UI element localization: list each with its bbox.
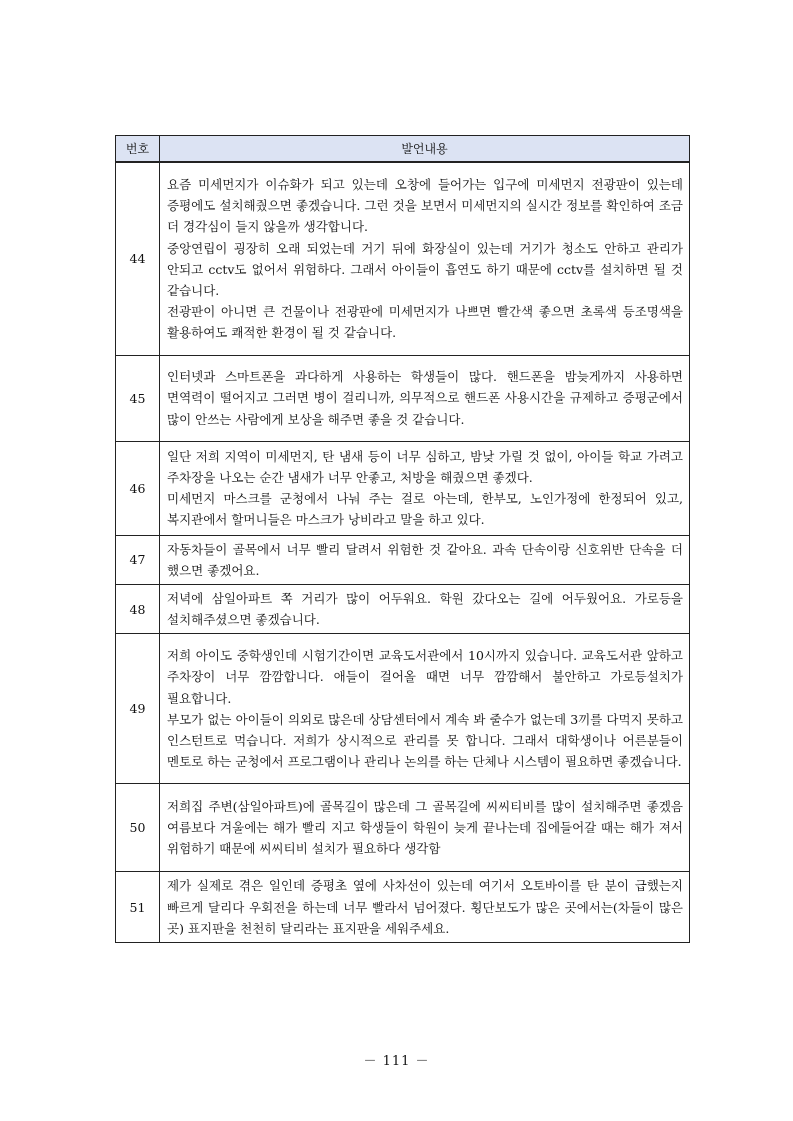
row-paragraph: 저희집 주변(삼일아파트)에 골목길이 많은데 그 골목길에 씨씨티비를 많이 설치해주면 좋겠음 여름보다 겨울에는 해가 빨리 지고 학생들이 학원이 늦게 끝나는데 집에들어갈 때는 해가 져서 위험하기 때문에 씨씨티비 설치가 필요하다 생각함 <box>167 799 683 857</box>
row-content <box>160 162 690 355</box>
table-row <box>116 584 690 633</box>
row-number: 48 <box>116 584 160 633</box>
row-number: 51 <box>116 872 160 943</box>
header-number: 번호 <box>116 136 160 163</box>
row-number: 49 <box>116 634 160 784</box>
row-paragraph: 제가 실제로 겪은 일인데 증평초 옆에 사차선이 있는데 여기서 오토바이를 탄 분이 급했는지 빠르게 달리다 우회전을 하는데 너무 빨라서 넘어졌다. 횡단보도가 많은 곳에서는(차들이 많은 곳) 표지판을 천천히 달리라는 표지판을 세워주세요. <box>167 878 683 936</box>
row-number: 50 <box>116 784 160 872</box>
row-content <box>160 784 690 872</box>
table-row <box>116 162 690 355</box>
row-paragraph: 저희 아이도 중학생인데 시험기간이면 교육도서관에서 10시까지 있습니다. 교육도서관 앞하고 주차장이 너무 깜깜합니다. 애들이 걸어올 때면 너무 깜깜해서 불안하고 가로등설치가 필요합니다. <box>167 648 683 706</box>
row-number: 45 <box>116 355 160 441</box>
row-paragraph: 부모가 없는 아이들이 의외로 많은데 상담센터에서 계속 봐 줄수가 없는데 3끼를 다먹지 못하고 인스턴트로 먹습니다. 저희가 상시적으로 관리를 못 합니다. 그래서 대학생이나 어른분들이 멘토로 하는 군청에서 프로그램이나 관리나 논의를 하는 단체나 시스템이 필요하면 좋겠습니다. <box>167 711 683 770</box>
row-paragraph: 미세먼지 마스크를 군청에서 나눠 주는 걸로 아는데, 한부모, 노인가정에 한정되어 있고, 복지관에서 할머니들은 마스크가 낭비라고 말을 하고 있다. <box>167 491 683 528</box>
statement-table <box>115 135 690 943</box>
row-paragraph: 중앙연립이 굉장히 오래 되었는데 거기 뒤에 화장실이 있는데 거기가 청소도 안하고 관리가 안되고 cctv도 없어서 위험하다. 그래서 아이들이 흡연도 하기 때문에 cctv를 설치하면 될 것 같습니다. <box>167 240 683 298</box>
row-content <box>160 355 690 441</box>
table-row <box>116 634 690 784</box>
row-content <box>160 584 690 633</box>
row-content <box>160 441 690 535</box>
header-content: 발언내용 <box>160 136 690 163</box>
row-content <box>160 634 690 784</box>
row-paragraph: 일단 저희 지역이 미세먼지, 탄 냄새 등이 너무 심하고, 밤낮 가릴 것 없이, 아이들 학교 가려고 주차장을 나오는 순간 냄새가 너무 안좋고, 처방을 해줬으면 좋겠다. <box>167 448 683 485</box>
table-row <box>116 872 690 943</box>
row-number: 44 <box>116 162 160 355</box>
row-paragraph: 자동차들이 골목에서 너무 빨리 달려서 위험한 것 같아요. 과속 단속이랑 신호위반 단속을 더 했으면 좋겠어요. <box>167 541 683 578</box>
row-paragraph: 전광판이 아니면 큰 건물이나 전광판에 미세먼지가 나쁘면 빨간색 좋으면 초록색 등조명색을 활용하여도 쾌적한 환경이 될 것 같습니다. <box>167 304 683 341</box>
table-row <box>116 784 690 872</box>
row-content <box>160 535 690 584</box>
row-paragraph: 저녁에 삼일아파트 쪽 거리가 많이 어두워요. 학원 갔다오는 길에 어두웠어요. 가로등을 설치해주셨으면 좋겠습니다. <box>167 590 683 628</box>
row-number: 46 <box>116 441 160 535</box>
row-number: 47 <box>116 535 160 584</box>
table-row <box>116 441 690 535</box>
table-row <box>116 535 690 584</box>
row-content <box>160 872 690 943</box>
page-number: － 111 － <box>363 1054 430 1069</box>
table-row <box>116 355 690 441</box>
table-header-row <box>116 136 690 163</box>
row-paragraph: 인터넷과 스마트폰을 과다하게 사용하는 학생들이 많다. 핸드폰을 밤늦게까지 사용하면 면역력이 떨어지고 그러면 병이 걸리니까, 의무적으로 핸드폰 사용시간을 규제하고 증평군에서 많이 안쓰는 사람에게 보상을 해주면 좋을 것 같습니다. <box>167 369 683 427</box>
row-paragraph: 요즘 미세먼지가 이슈화가 되고 있는데 오창에 들어가는 입구에 미세먼지 전광판이 있는데 증평에도 설치해줬으면 좋겠습니다. 그런 것을 보면서 미세먼지의 실시간 정보를 확인하여 조금 더 경각심이 들지 않을까 생각합니다. <box>167 176 683 235</box>
